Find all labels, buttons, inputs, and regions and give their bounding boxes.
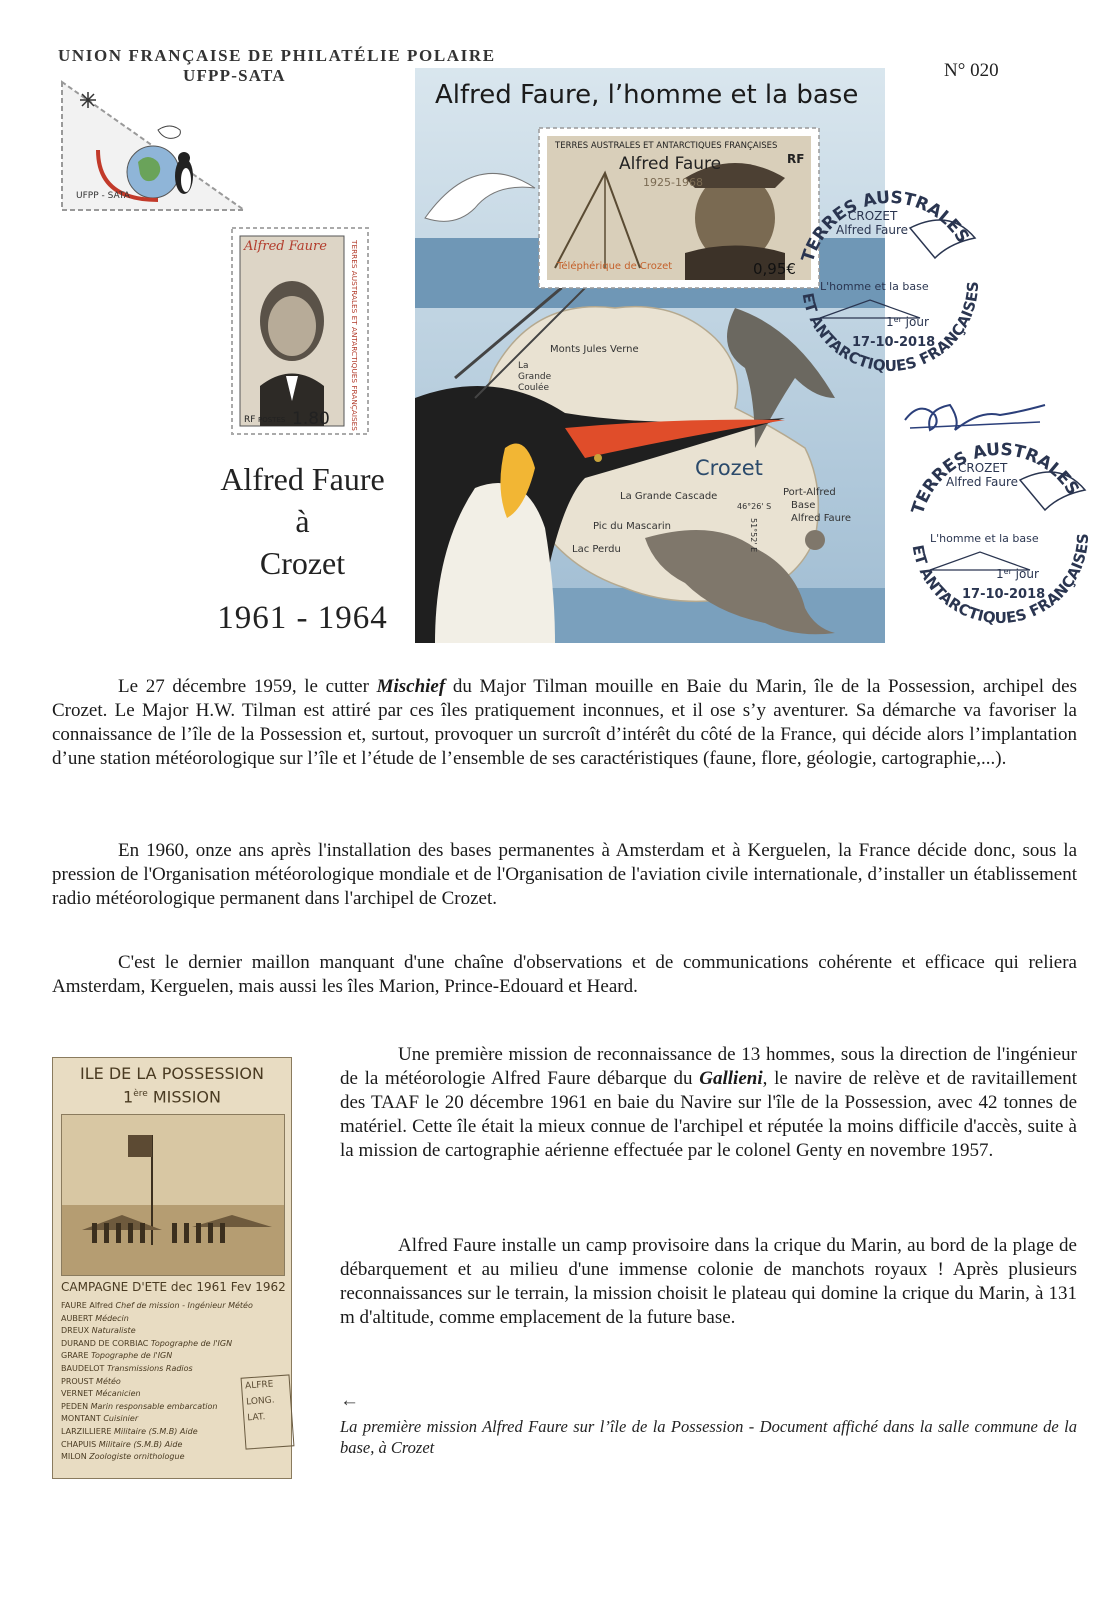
crew-role: Topographe de l'IGN	[91, 1351, 173, 1361]
crew-name: DURAND DE CORBIAC	[61, 1338, 149, 1348]
map-label-pic: Pic du Mascarin	[593, 521, 671, 532]
left-title	[190, 458, 415, 584]
alfred-faure-stamp-1-80	[230, 226, 370, 436]
postmark1-line1: CROZET	[848, 209, 898, 223]
paragraph-4	[340, 1043, 1077, 1163]
photo-title-2-num: 1	[123, 1087, 134, 1107]
crew-row	[61, 1413, 236, 1426]
mission-photo	[61, 1114, 285, 1276]
postmark1-day-num: 1	[886, 315, 894, 329]
crew-role: Militaire (S.M.B) Aide	[98, 1439, 183, 1449]
crew-row	[61, 1325, 236, 1338]
coord-stamp-2: LONG.	[245, 1395, 275, 1408]
sheet-stamp-caption: Téléphérique de Crozet	[557, 261, 673, 272]
crew-name: CHAPUIS	[61, 1439, 97, 1449]
svg-text:1er jour	[996, 567, 1039, 581]
crew-name: FAURE Alfred	[61, 1301, 113, 1310]
crew-row	[61, 1451, 236, 1464]
postmark1-top-arc: TERRES AUSTRALES	[798, 187, 973, 265]
map-label-port-alfred	[783, 486, 851, 525]
svg-text:1er jour	[886, 315, 929, 329]
postmark2-bottom-arc: ET ANTARCTIQUES FRANÇAISES	[908, 532, 1093, 628]
postmark2-line2: Alfred Faure	[946, 475, 1019, 489]
org-name: UNION FRANÇAISE DE PHILATÉLIE POLAIRE	[58, 46, 496, 65]
postmark2-line3: L'homme et la base	[930, 532, 1039, 545]
map-label-lac: Lac Perdu	[572, 544, 621, 555]
small-stamp-rf: RF	[244, 415, 256, 425]
crew-name: MONTANT	[61, 1414, 101, 1424]
crew-role: Chef de mission - Ingénieur Météo	[115, 1301, 253, 1310]
map-label-port-1: Port-Alfred	[783, 487, 836, 498]
crew-row	[61, 1350, 236, 1363]
map-label-lat: 46°26' S	[737, 502, 772, 511]
small-stamp-country: TERRES AUSTRALES ET ANTARCTIQUES FRANÇAISES	[350, 240, 359, 431]
crew-role: Topographe de l'IGN	[150, 1338, 233, 1348]
sheet-title: Alfred Faure, l’homme et la base	[435, 80, 859, 110]
crew-name: PEDEN	[61, 1401, 89, 1411]
map-label-port-2: Base	[791, 500, 816, 511]
postmark2-top-arc: TERRES AUSTRALES	[908, 439, 1083, 517]
paragraph-1	[52, 675, 1077, 771]
photo-caption: La première mission Alfred Faure sur l’île de la Possession - Document affiché dans la salle commune de la base, à Crozet	[340, 1417, 1077, 1457]
crew-row	[61, 1338, 236, 1351]
crew-row	[61, 1300, 253, 1313]
postmark2-day-num: 1	[996, 567, 1004, 581]
paragraph-2	[52, 839, 1077, 911]
sheet-stamp-country: TERRES AUSTRALES ET ANTARCTIQUES FRANÇAISES	[555, 141, 778, 151]
postmark1-line3: L'homme et la base	[820, 280, 929, 293]
left-title-line3: Crozet	[259, 545, 346, 581]
crew-role: Météo	[96, 1376, 121, 1386]
map-label-coulee-1: La	[518, 361, 529, 371]
crew-name: AUBERT	[61, 1313, 93, 1323]
postmark2-day-text: jour	[1011, 567, 1039, 581]
mission-photo-document	[52, 1057, 292, 1479]
ufpp-logo	[58, 80, 248, 216]
postmark2-date: 17-10-2018	[962, 587, 1046, 602]
small-stamp-name: Alfred Faure	[244, 239, 327, 254]
document-number: N° 020	[944, 60, 999, 81]
org-short-name: UFPP-SATA	[183, 66, 286, 85]
small-stamp-postes: POSTES	[258, 416, 286, 424]
postmark2-day-sup: er	[1003, 567, 1012, 576]
photo-title-2-text: MISSION	[147, 1087, 221, 1107]
paragraph-3	[52, 951, 1077, 999]
coordinates-stamp	[241, 1374, 295, 1449]
crew-row	[61, 1439, 236, 1452]
map-label-crozet: Crozet	[695, 456, 763, 480]
years-range: 1961 - 1964	[217, 600, 388, 636]
p1-start: Le 27 décembre 1959, le cutter	[118, 676, 377, 697]
map-label-lon: 51°52' E	[749, 518, 758, 553]
left-title-line2: à	[295, 503, 310, 539]
coord-stamp-3: LAT.	[247, 1412, 266, 1424]
crew-row	[61, 1401, 236, 1414]
postmark1-line2: Alfred Faure	[836, 223, 909, 237]
crew-row	[61, 1376, 236, 1389]
crew-role: Transmissions Radios	[106, 1363, 193, 1373]
crew-name: BAUDELOT	[61, 1363, 105, 1373]
map-label-coulee	[518, 361, 551, 394]
ship-gallieni: Gallieni	[699, 1068, 763, 1089]
left-title-line1: Alfred Faure	[220, 461, 385, 497]
sheet-stamp-name: Alfred Faure	[619, 154, 722, 174]
postmark1-bottom-arc: ET ANTARCTIQUES FRANÇAISES	[798, 280, 983, 376]
logo-label: UFPP - SATA	[76, 191, 130, 201]
first-day-postmark-2	[900, 430, 1100, 640]
crew-name: MILON	[61, 1452, 87, 1462]
crew-name: VERNET	[61, 1389, 94, 1399]
map-label-cascade: La Grande Cascade	[620, 491, 718, 502]
postmark1-day-text: jour	[901, 315, 929, 329]
crew-role: Cuisinier	[103, 1414, 139, 1424]
p1-rest: du Major Tilman mouille en Baie du Marin, île de la Possession, archipel des Crozet. Le Major H.W. Tilman est attiré par ces îles pratiquement inconnues, et il ose s’y aventurer. Sa démarche va favoriser la connaissance de l’île de la Possession et, surtout, provoquer un surcroît d’intérêt du côté de la France, qui décide alors l’implantation d’une station météorologique sur l’île et l’étude de l’ensemble de ses caractéristiques (faune, flore, géologie, cartographie,...).	[52, 676, 1077, 769]
p2-text: En 1960, onze ans après l'installation des bases permanentes à Amsterdam et à Kerguelen, la France décide donc, sous la pression de l'Organisation météorologique mondiale et de l'Organisation de l'aviation civile internationale, d’installer un établissement radio météorologique permanent dans l'archipel de Crozet.	[52, 840, 1077, 909]
paragraph-5	[340, 1234, 1077, 1330]
map-label-port-3: Alfred Faure	[791, 513, 852, 524]
map-label-monts: Monts Jules Verne	[550, 344, 639, 355]
sheet-stamp-rf: RF	[787, 152, 805, 166]
small-stamp-value: 1.80	[292, 409, 330, 429]
crew-role: Militaire (S.M.B) Aide	[114, 1426, 198, 1436]
map-label-coulee-3: Coulée	[518, 383, 550, 393]
crew-role: Marin responsable embarcation	[90, 1401, 218, 1411]
crew-row	[61, 1388, 236, 1401]
coord-stamp-1: ALFRE	[244, 1379, 274, 1392]
crew-role: Mécanicien	[95, 1389, 141, 1399]
crew-row	[61, 1426, 236, 1439]
crew-name: PROUST	[61, 1376, 94, 1386]
crew-name: GRARE	[61, 1351, 89, 1361]
campaign-label: CAMPAGNE D'ETE dec 1961 Fev 1962	[61, 1280, 286, 1294]
photo-title-1: ILE DE LA POSSESSION	[80, 1064, 264, 1083]
crew-name: LARZILLIERE	[61, 1426, 112, 1436]
postmark1-date: 17-10-2018	[852, 335, 936, 350]
ship-mischief: Mischief	[376, 676, 446, 697]
crew-row	[61, 1363, 236, 1376]
p3-text: C'est le dernier maillon manquant d'une chaîne d'observations et de communications cohérente et efficace qui reliera Amsterdam, Kerguelen, mais aussi les îles Marion, Prince-Edouard et Heard.	[52, 952, 1077, 997]
p4-start: Une première mission de reconnaissance de 13 hommes, sous la direction de l'ingénieur de la météorologie Alfred Faure débarque du	[340, 1044, 1077, 1089]
sheet-stamp-value: 0,95€	[753, 260, 796, 278]
crew-role: Zoologiste ornithologue	[89, 1452, 185, 1462]
p5-text: Alfred Faure installe un camp provisoire dans la crique du Marin, au bord de la plage de débarquement et au milieu d'une immense colonie de manchots royaux ! Après plusieurs reconnaissances sur le terrain, la mission choisit le plateau qui domine la crique du Marin, à 131 m d'altitude, comme emplacement de la future base.	[340, 1235, 1077, 1328]
crew-role: Naturaliste	[91, 1326, 136, 1336]
crew-row	[61, 1313, 236, 1326]
map-label-coulee-2: Grande	[518, 372, 552, 382]
postmark1-day-sup: er	[893, 315, 902, 324]
crew-role: Médecin	[95, 1313, 129, 1323]
photo-title-2-sup: ère	[133, 1089, 148, 1099]
caption-arrow-icon: ←	[340, 1390, 359, 1411]
sheet-stamp-years: 1925-1968	[643, 176, 703, 189]
crew-name: DREUX	[61, 1326, 90, 1336]
first-day-postmark-1	[790, 178, 990, 388]
crew-list	[61, 1300, 253, 1464]
postmark2-line1: CROZET	[958, 461, 1008, 475]
p4-rest: , le navire de relève et de ravitaillement des TAAF le 20 décembre 1961 en baie du Navire sur l'île de la Possession, avec 42 tonnes de matériel. Cette île était la mieux connue de l'archipel et réputée la moins difficile d'accès, suite à la mission de cartographie aérienne effectuée par le colonel Genty en novembre 1957.	[340, 1068, 1077, 1161]
